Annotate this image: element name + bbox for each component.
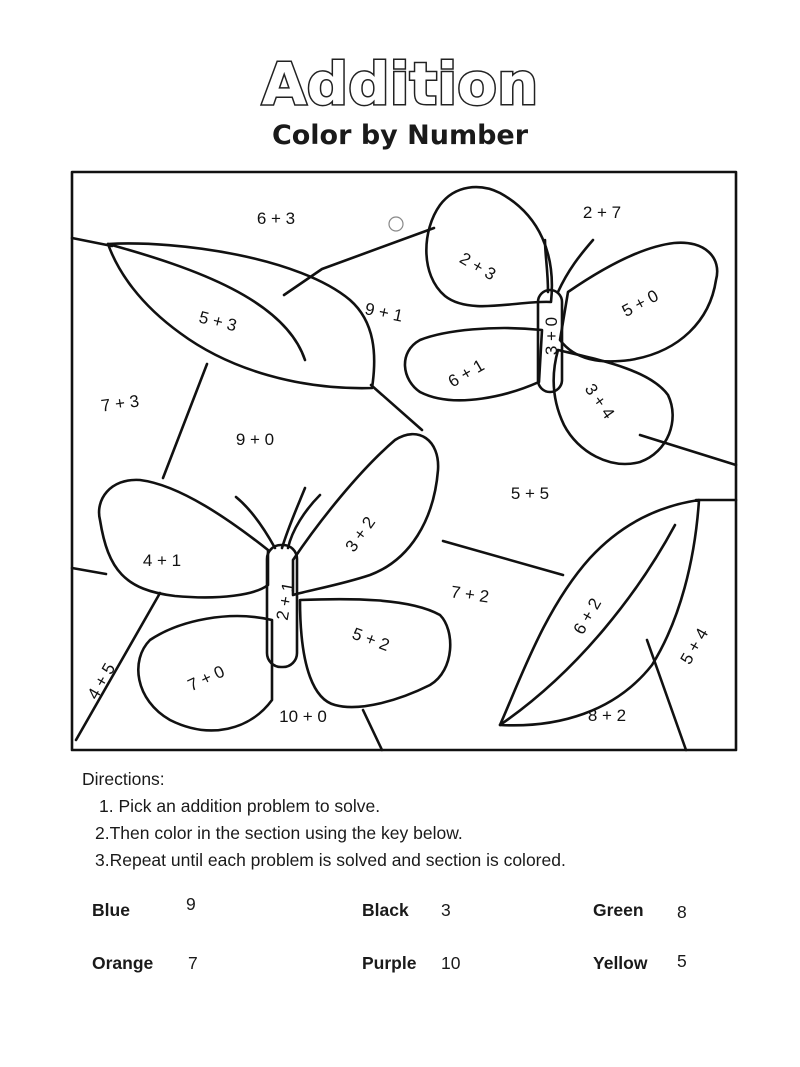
problem-label: 9 + 0	[235, 430, 275, 449]
problem-label: 7 + 3	[99, 391, 141, 416]
butterfly-upper-right	[405, 187, 717, 464]
directions-heading: Directions:	[82, 769, 165, 789]
direction-step: 3.Repeat until each problem is solved and section is colored.	[95, 850, 566, 870]
problem-label: 3 + 0	[542, 316, 561, 356]
color-key-item	[593, 900, 687, 922]
color-key-number: 7	[188, 953, 198, 973]
problem-label: 6 + 2	[569, 594, 606, 638]
small-circle-mark	[389, 217, 403, 231]
problem-label: 2 + 1	[272, 580, 299, 622]
problem-label: 3 + 2	[341, 513, 380, 556]
problem-label: 5 + 5	[510, 484, 550, 503]
direction-step: 2.Then color in the section using the key below.	[95, 823, 463, 843]
problem-label: 10 + 0	[279, 707, 327, 726]
problem-label: 9 + 1	[363, 299, 405, 326]
color-key-number: 5	[677, 951, 687, 971]
color-key-number: 3	[441, 900, 451, 920]
direction-step: 1. Pick an addition problem to solve.	[99, 796, 381, 816]
problem-label: 2 + 3	[456, 248, 500, 285]
color-key-color: Purple	[362, 953, 417, 973]
color-key-item	[362, 953, 461, 974]
color-key-item	[92, 953, 198, 974]
directions-section	[82, 766, 566, 874]
problem-label: 4 + 1	[142, 551, 182, 570]
problem-label: 5 + 2	[349, 623, 393, 655]
problem-label: 5 + 3	[197, 307, 239, 336]
color-key-number: 10	[441, 953, 461, 973]
problem-label: 5 + 0	[618, 286, 662, 321]
problem-label: 7 + 0	[184, 661, 228, 696]
color-key-color: Yellow	[593, 953, 648, 973]
problem-label: 5 + 4	[676, 624, 713, 668]
problem-label: 2 + 7	[582, 203, 622, 222]
color-key-number: 8	[677, 902, 687, 922]
worksheet-subtitle: Color by Number	[271, 120, 529, 151]
picture-frame	[72, 172, 736, 750]
problem-label: 6 + 1	[444, 355, 488, 392]
problem-label: 8 + 2	[587, 706, 627, 725]
title-text: Addition	[261, 50, 539, 118]
butterfly-lower-left	[99, 434, 450, 730]
color-key-color: Orange	[92, 953, 154, 973]
color-key-color: Green	[593, 900, 644, 920]
color-key-color: Black	[362, 900, 409, 920]
problem-label: 7 + 2	[449, 582, 491, 607]
color-key-item	[593, 951, 687, 974]
color-key-item	[362, 900, 451, 921]
problem-label: 3 + 4	[580, 380, 619, 423]
color-key-color: Blue	[92, 900, 130, 920]
directions-steps	[82, 793, 566, 874]
problem-label: 6 + 3	[256, 209, 296, 228]
problem-label: 4 + 5	[83, 659, 120, 703]
color-key-number: 9	[186, 894, 196, 914]
color-key-item	[92, 894, 196, 921]
